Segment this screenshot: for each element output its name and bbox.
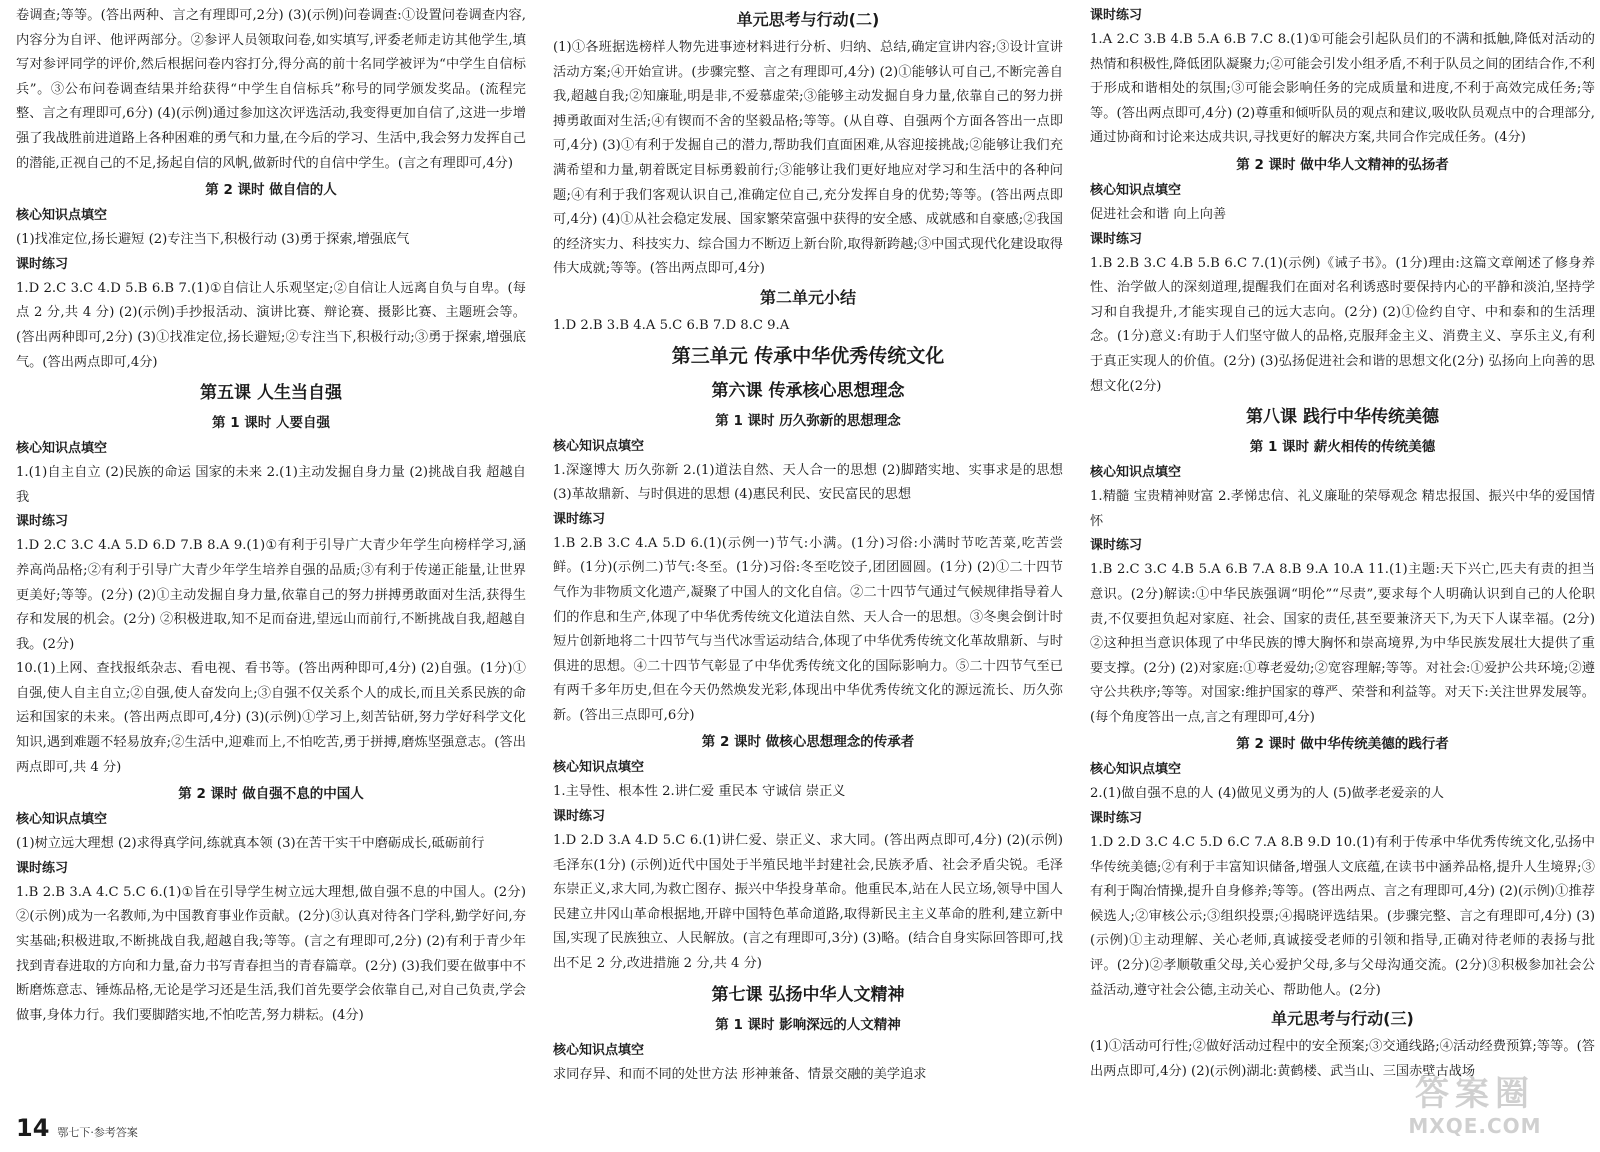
section-label: 课时练习 bbox=[16, 256, 69, 272]
page-number: 14 bbox=[16, 1114, 50, 1142]
answer-paragraph: 求同存异、和而不同的处世方法 形神兼备、情景交融的美学追求 bbox=[553, 1066, 927, 1082]
answer-paragraph: 1.D 2.D 3.A 4.D 5.C 6.(1)讲仁爱、崇正义、求大同。(答出两点即可,4分) (2)(示例)毛泽东(1分) (示例)近代中国处于半殖民地半封建社会,民族矛盾、社会矛盾尖锐。毛泽东崇正义,求大同,为救亡图存、振兴中华投身革命。他重民本,站在人民立场,领导中国人民建立井冈山革命根据地,开辟中国特色革命道路,取得新民主主义革命的胜利,建立新中国,实现了民族独立、人民解放。(言之有理即可,3分) (3)略。(结合自身实际回答即可,找出不足 2 分,改进措施 2 分,共 4 分) bbox=[553, 833, 1063, 972]
lesson-heading: 第八课 践行中华传统美德 bbox=[1246, 407, 1439, 428]
answer-paragraph: 10.(1)上网、查找报纸杂志、看电视、看书等。(答出两种即可,4分) (2)自强。(1分)①自强,使人自主自立;②自强,使人奋发向上;③自强不仅关系个人的成长,而且关系民族的命运和国家的未来。(答出两点即可,4分) (3)(示例)①学习上,刻苦钻研,努力学好科学文化知识,遇到难题不轻易放弃;②生活中,迎难而上,不怕吃苦,勇于拼搏,磨炼坚强意志。(答出两点即可,共 4 分) bbox=[16, 661, 526, 775]
answer-paragraph: 1.D 2.C 3.C 4.A 5.D 6.D 7.B 8.A 9.(1)①有利于引导广大青少年学生向榜样学习,涵养高尚品格;②有利于引导广大青少年学生培养自强的品质;③有利于传递正能量,让世界更美好;等等。(2分) (2)①主动发掘自身力量,依靠自己的努力拼搏勇敢面对生活,获得生存和发展的机会。(2分) ②积极进取,知不足而奋进,望远山而前行,不断挑战自我,超越自我。(2分) bbox=[16, 538, 526, 652]
answer-paragraph: 1.B 2.B 3.A 4.C 5.C 6.(1)①旨在引导学生树立远大理想,做自强不息的中国人。(2分)②(示例)成为一名教师,为中国教育事业作贡献。(2分)③认真对待各门学科,勤学好问,夯实基础;积极进取,不断挑战自我,超越自我;等等。(言之有理即可,2分) (2)有利于青少年找到青春进取的方向和力量,奋力书写青春担当的青春篇章。(2分) (3)我们要在做事中不断磨炼意志、锤炼品格,无论是学习还是生活,我们首先要学会依靠自己,对自己负责,学会做事,身体力行。我们要脚踏实地,不怕吃苦,努力耕耘。(4分) bbox=[16, 884, 526, 1023]
section-label: 核心知识点填空 bbox=[553, 438, 645, 454]
answer-paragraph: 1.B 2.C 3.C 4.B 5.A 6.B 7.A 8.B 9.A 10.A 11.(1)主题:天下兴亡,匹夫有责的担当意识。(2分)解读:①中华民族强调“明伦”“尽责”,要求每个人明确认识到自己的人伦职责,不仅要担负起对家庭、社会、国家的责任,甚至要兼济天下,为天下人谋幸福。(2分)②这种担当意识体现了中华民族的博大胸怀和崇高境界,为中华民族发展壮大提供了重要支撑。(2分) (2)对家庭:①尊老爱幼;②宽容理解;等等。对社会:①爱护公共环境;②遵守公共秩序;等等。对国家:维护国家的尊严、荣誉和利益等。对天下:关注世界发展等。(每个角度答出一点,言之有理即可,4分) bbox=[1090, 562, 1595, 725]
section-label: 课时练习 bbox=[16, 860, 69, 876]
answer-paragraph: 1.D 2.C 3.C 4.D 5.B 6.B 7.(1)①自信让人乐观坚定;②自信让人远离自负与自卑。(每点 2 分,共 4 分) (2)(示例)手抄报活动、演讲比赛、辩论赛、摄影比赛、主题班会等。(答出两种即可,2分) (3)①找准定位,扬长避短;②专注当下,积极行动;③勇于探索,增强底气。(答出两点即可,4分) bbox=[16, 280, 526, 370]
section-label: 核心知识点填空 bbox=[553, 1042, 645, 1058]
section-label: 核心知识点填空 bbox=[16, 441, 108, 457]
section-label: 核心知识点填空 bbox=[1090, 465, 1182, 481]
answer-paragraph: 1.B 2.B 3.C 4.B 5.B 6.C 7.(1)(示例)《诫子书》。(1分)理由:这篇文章阐述了修身养性、治学做人的深刻道理,提醒我们在面对名利诱惑时要保持内心的平静和淡泊,坚持学习和自我提升,才能实现自己的远大志向。(2分) (2)①俭约自守、中和泰和的生活理念。(1分)意义:有助于人们坚守做人的品格,克服拜金主义、消费主义、享乐主义,有利于真正实现人的价值。(2分) (3)弘扬促进社会和谐的思想文化(2分) 弘扬向上向善的思想文化(2分) bbox=[1090, 255, 1595, 394]
answer-paragraph: (1)①活动可行性;②做好活动过程中的安全预案;③交通线路;④活动经费预算;等等。(答出两点即可,4分) (2)(示例)湖北:黄鹤楼、武当山、三国赤壁古战场 bbox=[1090, 1039, 1595, 1079]
lesson-heading: 第六课 传承核心思想理念 bbox=[711, 380, 905, 401]
section-label: 核心知识点填空 bbox=[553, 760, 645, 776]
answer-paragraph: 1.A 2.C 3.B 4.B 5.A 6.B 7.C 8.(1)①可能会引起队员们的不满和抵触,降低对活动的热情和积极性,降低团队凝聚力;②可能会引发小组矛盾,不利于队员之间的团结合作,不利于形成和谐相处的氛围;③可能会影响任务的完成质量和进度,不利于高效完成任务;等等。(答出两点即可,4分) (2)尊重和倾听队员的观点和建议,吸收队员观点中的合理部分,通过协商和讨论来达成共识,寻找更好的解决方案,共同合作完成任务。(4分) bbox=[1090, 32, 1595, 146]
lesson-heading: 第七课 弘扬中华人文精神 bbox=[711, 984, 905, 1005]
section-label: 课时练习 bbox=[553, 809, 606, 825]
section-label: 课时练习 bbox=[1090, 231, 1143, 247]
section-label: 核心知识点填空 bbox=[1090, 762, 1182, 778]
column-right bbox=[1090, 4, 1595, 1114]
lesson-hour-heading: 第 1 课时 人要自强 bbox=[212, 415, 330, 432]
answer-paragraph: (1)①各班据选榜样人物先进事迹材料进行分析、归纳、总结,确定宣讲内容;③设计宣讲活动方案;④开始宣讲。(步骤完整、言之有理即可,4分) (2)①能够认可自己,不断完善自我,超越自我;②知廉耻,明是非,不爱慕虚荣;③能够主动发掘自身力量,依靠自己的努力拼搏勇敢面对生活;④有锲而不舍的坚毅品格;等等。(从自尊、自强两个方面各答出一点即可,4分) (3)①有利于发掘自己的潜力,帮助我们直面困难,从容迎接挑战;②能够让我们充满希望和力量,朝着既定目标勇毅前行;③能够让我们更好地应对学习和生活中的各种问题;④有利于我们客观认识自己,准确定位自己,充分发挥自身的优势;等等。(答出两点即可,4分) (4)①从社会稳定发展、国家繁荣富强中获得的安全感、成就感和自豪感;②我国的经济实力、科技实力、综合国力不断迈上新台阶,取得新跨越;③中国式现代化建设取得伟大成就;等等。(答出两点即可,4分) bbox=[553, 40, 1063, 277]
answer-paragraph: (1)找准定位,扬长避短 (2)专注当下,积极行动 (3)勇于探索,增强底气 bbox=[16, 232, 410, 248]
column-middle bbox=[553, 4, 1063, 1114]
answer-paragraph: 2.(1)做自强不息的人 (4)做见义勇为的人 (5)做孝老爱亲的人 bbox=[1090, 786, 1444, 802]
column-left bbox=[16, 4, 526, 1114]
answer-paragraph: 1.(1)自主自立 (2)民族的命运 国家的未来 2.(1)主动发掘自身力量 (2)挑战自我 超越自我 bbox=[16, 465, 526, 505]
unit-review-heading: 第二单元小结 bbox=[759, 287, 856, 307]
footer-label: 鄂七下·参考答案 bbox=[57, 1126, 138, 1139]
lesson-hour-heading: 第 1 课时 薪火相传的传统美德 bbox=[1249, 439, 1436, 456]
section-label: 课时练习 bbox=[1090, 538, 1143, 554]
section-label: 课时练习 bbox=[553, 511, 606, 527]
answer-paragraph: 1.B 2.B 3.C 4.A 5.D 6.(1)(示例一)节气:小满。(1分)习俗:小满时节吃苦菜,吃苦尝鲜。(1分)(示例二)节气:冬至。(1分)习俗:冬至吃饺子,团团圆圆。(1分) (2)①二十四节气作为非物质文化遗产,凝聚了中国人的文化自信。②二十四节气通过气候规律指导着人们的作息和生产,体现了中华优秀传统文化道法自然、天人合一的思想。③冬奥会倒计时短片创新地将二十四节气与当代冰雪运动结合,体现了中华优秀传统文化革故鼎新、与时俱进的思想。④二十四节气彰显了中华优秀传统文化的国际影响力。⑤二十四节气至已有两千多年历史,但在今天仍然焕发光彩,体现出中华优秀传统文化的源远流长、历久弥新。(答出三点即可,6分) bbox=[553, 535, 1063, 723]
answer-paragraph: 促进社会和谐 向上向善 bbox=[1090, 206, 1227, 222]
lesson-heading: 第五课 人生当自强 bbox=[200, 383, 342, 404]
lesson-hour-heading: 第 2 课时 做中华人文精神的弘扬者 bbox=[1236, 156, 1449, 173]
section-label: 核心知识点填空 bbox=[1090, 182, 1182, 198]
lesson-hour-heading: 第 2 课时 做核心思想理念的传承者 bbox=[701, 734, 915, 751]
unit-heading: 第三单元 传承中华优秀传统文化 bbox=[671, 344, 945, 367]
section-label: 课时练习 bbox=[16, 514, 69, 530]
lesson-hour-heading: 第 2 课时 做自信的人 bbox=[205, 182, 337, 199]
lesson-hour-heading: 第 2 课时 做自强不息的中国人 bbox=[178, 786, 364, 803]
section-label: 课时练习 bbox=[1090, 811, 1143, 827]
section-label: 核心知识点填空 bbox=[16, 208, 108, 224]
answer-paragraph: 1.D 2.D 3.C 4.C 5.D 6.C 7.A 8.B 9.D 10.(1)有利于传承中华优秀传统文化,弘扬中华传统美德;②有利于丰富知识储备,增强人文底蕴,在读书中涵养品格,提升人生境界;③有利于陶冶情操,提升自身修养;等等。(答出两点、言之有理即可,4分) (2)(示例)①推荐候选人;②审核公示;③组织投票;④揭晓评选结果。(步骤完整、言之有理即可,4分) (3)(示例)①主动理解、关心老师,真诚接受老师的引领和指导,正确对待老师的表扬与批评。(2分)②孝顺敬重父母,关心爱护父母,多与父母沟通交流。(2分)③积极参加社会公益活动,遵守社会公德,主动关心、帮助他人。(2分) bbox=[1090, 835, 1595, 998]
watermark-title: 答案圈 bbox=[1415, 1074, 1535, 1114]
section-label: 课时练习 bbox=[1090, 8, 1143, 23]
answer-paragraph: 卷调查;等等。(答出两种、言之有理即可,2分) (3)(示例)问卷调查:①设置问卷调查内容,内容分为自评、他评两部分。②参评人员领取问卷,如实填写,评委老师走访其他学生,填写对参评同学的评价,然后根据问卷内容打分,得分高的前十名同学被评为“中学生自信标兵”。③公布问卷调查结果并给获得“中学生自信标兵”称号的同学颁发奖品。(流程完整、言之有理即可,6分) (4)(示例)通过参加这次评选活动,我变得更加自信了,这进一步增强了我战胜前进道路上各种困难的勇气和力量,在今后的学习、生活中,我会努力发挥自己的潜能,正视自己的不足,扬起自信的风帆,做新时代的自信中学生。(言之有理即可,4分) bbox=[16, 8, 526, 171]
watermark-url: MXQE.COM bbox=[1408, 1114, 1542, 1138]
answer-paragraph: 1.深邃博大 历久弥新 2.(1)道法自然、天人合一的思想 (2)脚踏实地、实事求是的思想 (3)革故鼎新、与时俱进的思想 (4)惠民利民、安民富民的思想 bbox=[553, 462, 1063, 503]
lesson-hour-heading: 第 2 课时 做中华传统美德的践行者 bbox=[1236, 736, 1449, 753]
unit-review-heading: 单元思考与行动(三) bbox=[1271, 1009, 1414, 1029]
answer-paragraph: 1.精髓 宝贵精神财富 2.孝悌忠信、礼义廉耻的荣辱观念 精忠报国、振兴中华的爱国情怀 bbox=[1090, 489, 1595, 529]
answer-paragraph: 1.D 2.B 3.B 4.A 5.C 6.B 7.D 8.C 9.A bbox=[553, 317, 790, 333]
lesson-hour-heading: 第 1 课时 影响深远的人文精神 bbox=[715, 1016, 901, 1033]
unit-review-heading: 单元思考与行动(二) bbox=[736, 10, 880, 29]
answer-paragraph: 1.主导性、根本性 2.讲仁爱 重民本 守诚信 崇正义 bbox=[553, 784, 846, 800]
page-footer bbox=[16, 1114, 138, 1142]
lesson-hour-heading: 第 1 课时 历久弥新的思想理念 bbox=[715, 412, 901, 429]
answer-paragraph: (1)树立远大理想 (2)求得真学问,练就真本领 (3)在苦干实干中磨砺成长,砥砺前行 bbox=[16, 836, 485, 852]
section-label: 核心知识点填空 bbox=[16, 812, 108, 828]
